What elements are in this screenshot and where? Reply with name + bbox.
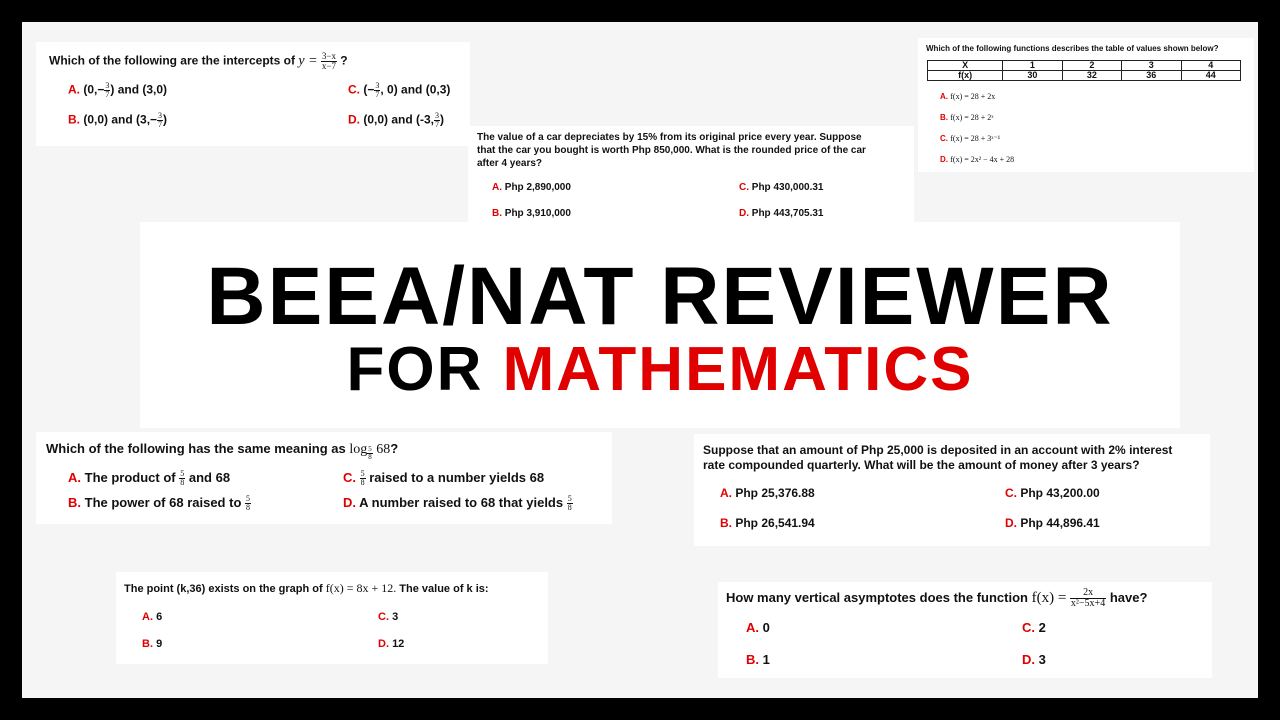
option-b[interactable]: B. Php 3,910,000 xyxy=(492,208,571,219)
question-text: Which of the following functions describes the table of values shown below? xyxy=(926,44,1219,53)
log-expression: log $\frac{5}{8}$ 68 xyxy=(349,442,391,461)
question-text: The point (k,36) exists on the graph of f(x) = 8x + 12. The value of k is: xyxy=(124,581,489,595)
title-banner xyxy=(140,222,1180,428)
option-d[interactable]: D. Php 44,896.41 xyxy=(1005,516,1100,530)
function-fraction: $\frac{3-x}{x-7}$ xyxy=(321,51,336,71)
option-a[interactable]: A. f(x) = 28 + 2x xyxy=(940,92,996,101)
option-c[interactable]: C. Php 43,200.00 xyxy=(1005,486,1100,500)
question-line-1: The value of a car depreciates by 15% from its original price every year. Suppose xyxy=(477,132,862,143)
question-card-table-function xyxy=(918,38,1254,172)
question-line-2: that the car you bought is worth Php 850,000. What is the rounded price of the car xyxy=(477,145,866,156)
main-title: BEEA/NAT REVIEWER xyxy=(206,251,1114,342)
function-lhs: f(x) = xyxy=(1031,589,1067,606)
option-c[interactable]: C. (− $\frac{3}{7}$ , 0) and (0,3) xyxy=(348,81,451,99)
question-card-depreciation xyxy=(468,126,914,222)
option-d[interactable]: D. f(x) = 2x² − 4x + 28 xyxy=(940,155,1015,164)
option-a[interactable]: A. Php 25,376.88 xyxy=(720,486,815,500)
question-text: How many vertical asymptotes does the function f(x) = $\frac{2x}{\text{x²−5x+4}}$ have? xyxy=(726,587,1148,609)
subject-highlight: MATHEMATICS xyxy=(502,335,974,404)
table-row-x: X 1 2 3 4 xyxy=(928,61,1241,71)
option-b[interactable]: B. Php 26,541.94 xyxy=(720,516,815,530)
option-b[interactable]: B. 9 xyxy=(142,638,163,650)
option-a[interactable]: A. The product of $\frac{5}{8}$ and 68 xyxy=(68,469,231,488)
option-c[interactable]: C. f(x) = 28 + 3ˣ⁻¹ xyxy=(940,134,1001,143)
question-card-intercepts xyxy=(36,42,470,146)
values-table xyxy=(927,60,1241,81)
question-line-2: rate compounded quarterly. What will be the amount of money after 3 years? xyxy=(703,458,1140,472)
option-d[interactable]: D. 3 xyxy=(1022,652,1046,667)
question-card-point-on-graph xyxy=(116,572,548,664)
question-line-1: Suppose that an amount of Php 25,000 is deposited in an account with 2% interest xyxy=(703,443,1173,457)
option-c[interactable]: C. $\frac{5}{8}$ raised to a number yields 68 xyxy=(343,469,545,488)
question-card-logarithm xyxy=(36,432,612,524)
option-a[interactable]: A. (0,− $\frac{3}{7}$ ) and (3,0) xyxy=(68,81,168,99)
question-text: Which of the following has the same meaning as log $\frac{5}{8}$ 68? xyxy=(46,441,399,461)
option-d[interactable]: D. Php 443,705.31 xyxy=(739,208,824,219)
option-a[interactable]: A. 6 xyxy=(142,611,163,623)
table-row-fx: f(x) 30 32 36 44 xyxy=(928,71,1241,81)
option-d[interactable]: D. (0,0) and (-3, $\frac{3}{7}$ ) xyxy=(348,111,445,129)
function-lhs: y = xyxy=(298,53,318,69)
question-text: Which of the following are the intercepts of y = $\frac{3-x}{x-7}$ ? xyxy=(49,51,348,71)
option-b[interactable]: B. The power of 68 raised to $\frac{5}{8}$ xyxy=(68,494,251,513)
question-card-vertical-asymptotes xyxy=(718,582,1212,678)
option-b[interactable]: B. (0,0) and (3,− $\frac{3}{7}$ ) xyxy=(68,111,168,129)
option-c[interactable]: C. 2 xyxy=(1022,620,1046,635)
option-d[interactable]: D. A number raised to 68 that yields $\frac{5}{8}$ xyxy=(343,494,572,513)
option-c[interactable]: C. 3 xyxy=(378,611,399,623)
subtitle: FOR MATHEMATICS xyxy=(346,335,974,404)
function-fraction: $\frac{2x}{\text{x²−5x+4}}$ xyxy=(1070,587,1106,609)
option-a[interactable]: A. 0 xyxy=(746,620,770,635)
option-a[interactable]: A. Php 2,890,000 xyxy=(492,182,571,193)
option-c[interactable]: C. Php 430,000.31 xyxy=(739,182,824,193)
option-b[interactable]: B. 1 xyxy=(746,652,770,667)
function-expression: f(x) = 8x + 12. xyxy=(325,581,397,595)
option-d[interactable]: D. 12 xyxy=(378,638,405,650)
question-card-compound-interest xyxy=(694,434,1210,546)
question-line-3: after 4 years? xyxy=(477,158,543,169)
option-b[interactable]: B. f(x) = 28 + 2ˣ xyxy=(940,113,994,122)
